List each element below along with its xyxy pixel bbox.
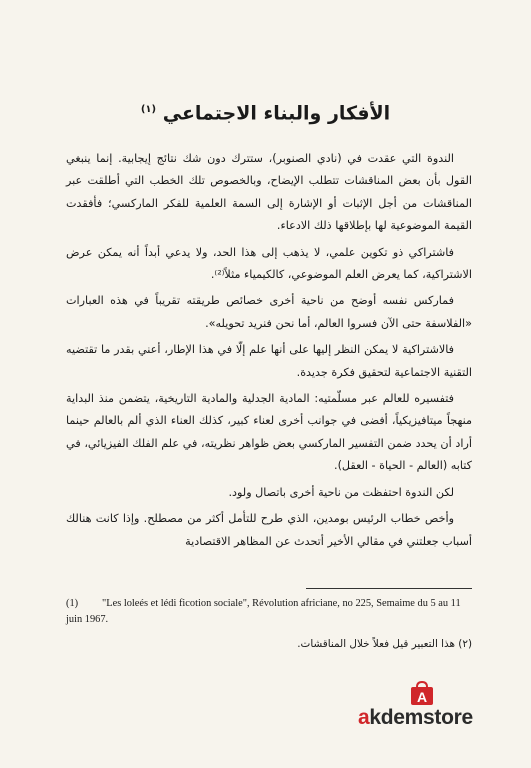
body-text	[66, 148, 472, 557]
chapter-title-text: الأفكار والبناء الاجتماعي	[162, 102, 391, 125]
store-name-accent: a	[358, 706, 370, 729]
paragraph-6: لكن الندوة احتفظت من ناحية أخرى باتصال ولود.	[228, 485, 454, 499]
footnote-2-number: (٢)	[458, 638, 472, 650]
footnote-2	[66, 636, 472, 652]
footnote-1-text: "Les loleés et lédi ficotion sociale", Révolution africiane, no 225, Semaime du 5 au 11 juin 1967.	[66, 598, 461, 625]
store-name-rest: kdemstore	[369, 706, 473, 729]
shopping-bag-icon	[408, 680, 436, 706]
store-watermark	[358, 680, 498, 730]
bag-letter: A	[416, 689, 428, 705]
footnote-divider	[306, 588, 472, 589]
paragraph-4: فالاشتراكية لا يمكن النظر إليها على أنها علم إلّا في هذا الإطار، أعني بقدر ما تقتضيه التقنية الاجتماعية لتحقيق فكرة جديدة.	[66, 343, 472, 379]
title-footnote-marker: (١)	[140, 104, 157, 115]
footnote-1	[66, 596, 472, 628]
paragraph-1: الندوة التي عقدت في (نادي الصنوبر)، ستترك دون شك نتائج إيجابية. إنما ينبغي القول بأن بعض المناقشات تتطلب الإيضاح، وبالخصوص تلك الخطب التي أطلقت عبر المناقشات من أجل الإثبات أو الإشارة إلى السمة العلمية للفكر الماركسي؛ فأفقدت القيمة الموضوعية لها بإطلاقها ذلك الادعاء.	[66, 152, 472, 233]
store-name	[358, 706, 498, 730]
paragraph-3: فماركس نفسه أوضح من ناحية أخرى خصائص طريقته تقريباً في هذه العبارات «الفلاسفة حتى الآن فسروا العالم، أما نحن فنريد تحويله».	[66, 294, 472, 330]
footnote-2-text: هذا التعبير قيل فعلاً خلال المناقشات.	[297, 638, 455, 650]
paragraph-2: فاشتراكي ذو تكوين علمي، لا يذهب إلى هذا الحد، ولا يدعي أبداً أنه يمكن عرض الاشتراكية، كما يعرض العلم الموضوعي، كالكيمياء مثلاً⁽²⁾.	[66, 245, 472, 282]
footnote-1-number: (1)	[66, 598, 79, 609]
chapter-title	[0, 96, 531, 127]
paragraph-5: فتفسيره للعالم عبر مسلّمتيه: المادية الجدلية والمادية التاريخية، يتضمن منذ البداية منهجاً ميتافيزيكياً، أفضى في جوانب أخرى لعناء كبير، كذلك العناء الذي ألم بالعالم حينما أراد أن يحدد ضمن التفسير الماركسي بعض ظواهر نظريته، في علم الفلك الفيزيائي، في كتابه (العالم - الحياة - العقل).	[66, 392, 472, 473]
paragraph-7: وأخص خطاب الرئيس بومدين، الذي طرح للتأمل أكثر من مصطلح. وإذا كانت هنالك أسباب جعلتني في مقالي الأخير أتحدث عن المظاهر الاقتصادية	[66, 512, 472, 548]
